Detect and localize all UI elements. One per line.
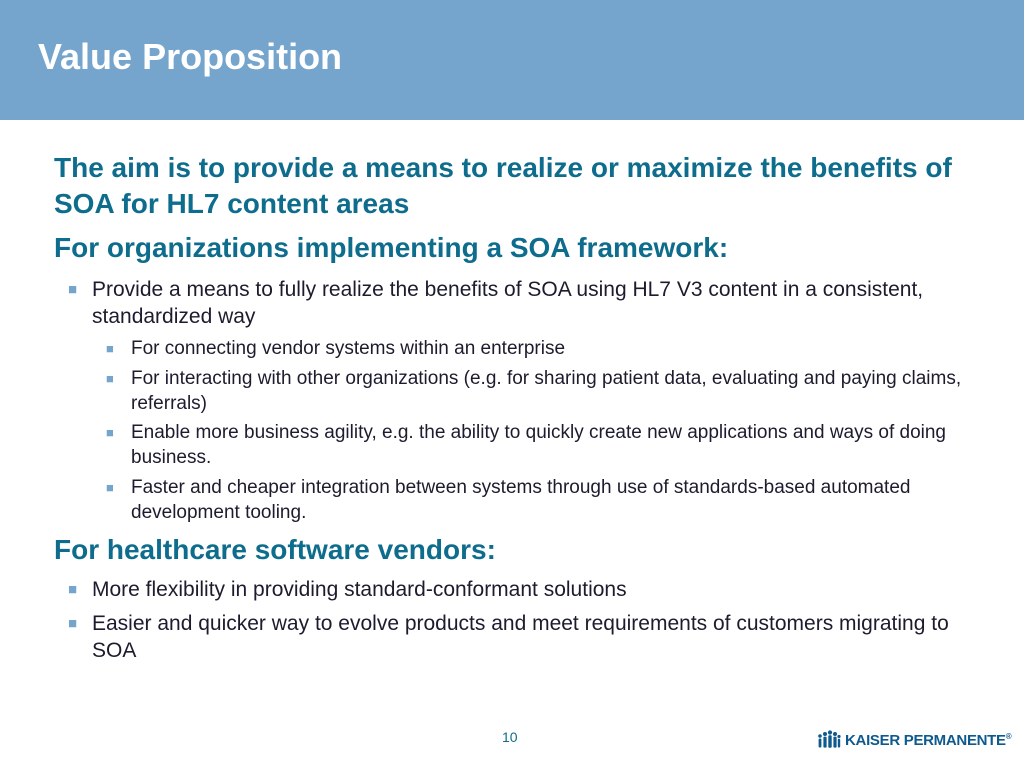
- title-band: [0, 0, 1024, 120]
- orgs-sub-bullet: [106, 420, 976, 470]
- kaiser-permanente-logo: [817, 728, 1011, 752]
- vendors-bullet: [68, 576, 968, 603]
- orgs-sub-bullet: [106, 366, 976, 416]
- orgs-sub-bullet-text: Enable more business agility, e.g. the ability to quickly create new applications and ways of doing business.: [131, 422, 946, 468]
- vendors-bullet-text: Easier and quicker way to evolve products and meet requirements of customers migrating to SOA: [92, 612, 949, 662]
- square-bullet-icon: ■: [68, 281, 78, 298]
- orgs-sub-bullet-text: For interacting with other organizations (e.g. for sharing patient data, evaluating and paying claims, referrals): [131, 368, 962, 414]
- orgs-sub-bullet-text: For connecting vendor systems within an enterprise: [131, 338, 566, 359]
- slide-title: Value Proposition: [38, 36, 343, 77]
- square-bullet-icon: ■: [68, 615, 78, 632]
- page-number: 10: [502, 729, 518, 745]
- square-bullet-icon: ■: [106, 425, 114, 440]
- vendors-bullet-text: More flexibility in providing standard-conformant solutions: [92, 578, 627, 601]
- orgs-sub-bullet: [106, 475, 976, 525]
- square-bullet-icon: ■: [106, 371, 114, 386]
- logo-wordmark: KAISER PERMANENTE®: [845, 731, 1012, 749]
- orgs-bullet-text: Provide a means to fully realize the benefits of SOA using HL7 V3 content in a consistent, standardized way: [92, 278, 924, 328]
- vendors-bullet: [68, 610, 968, 664]
- orgs-sub-bullet-text: Faster and cheaper integration between systems through use of standards-based automated development tooling.: [131, 477, 911, 523]
- orgs-sub-bullet: [106, 336, 976, 361]
- square-bullet-icon: ■: [68, 581, 78, 598]
- square-bullet-icon: ■: [106, 480, 114, 495]
- people-cluster-icon: [817, 730, 841, 750]
- aim-heading: The aim is to provide a means to realize or maximize the benefits of SOA for HL7 content areas: [54, 152, 952, 219]
- orgs-bullet: [68, 276, 968, 330]
- vendors-heading: For healthcare software vendors:: [54, 534, 496, 565]
- square-bullet-icon: ■: [106, 341, 114, 356]
- orgs-heading: For organizations implementing a SOA framework:: [54, 232, 729, 263]
